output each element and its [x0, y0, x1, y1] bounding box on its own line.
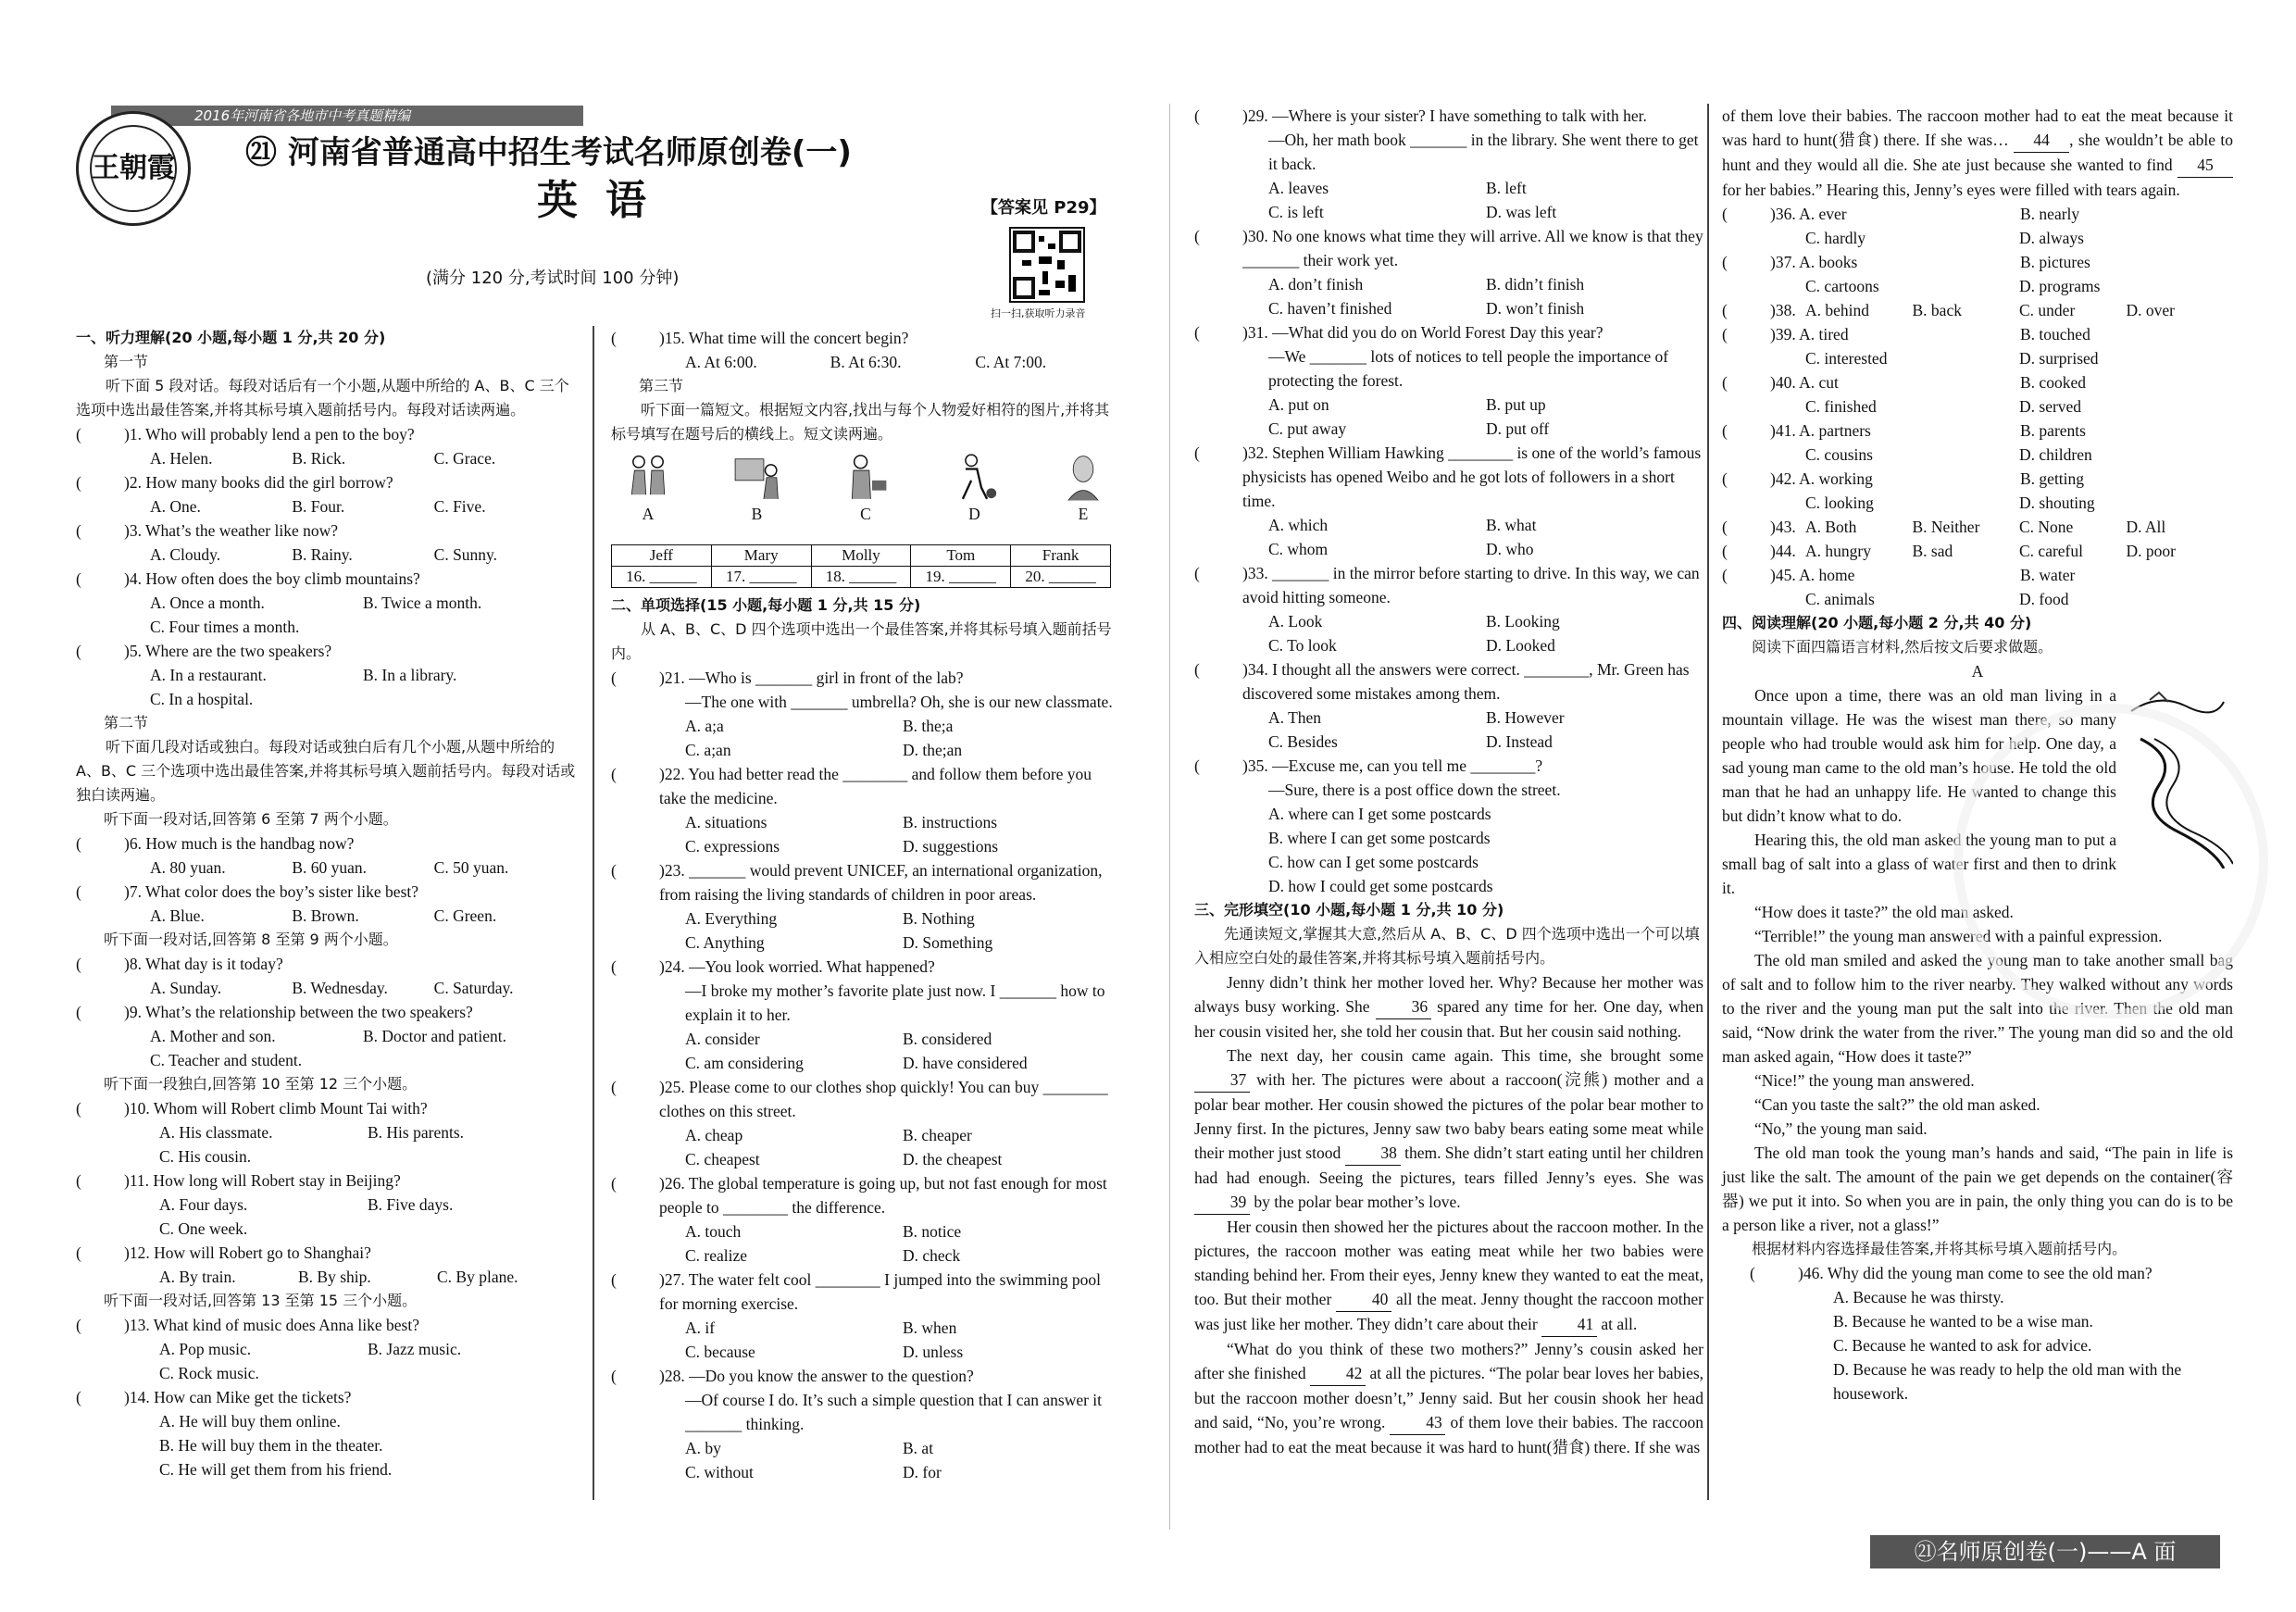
- question-23: ( )23. _______ would prevent UNICEF, an international organization, from raising the living standards of children in poor areas. A. Everything B. Nothing C. Anything D. Something: [611, 861, 1103, 952]
- section1-title: 第一节: [104, 353, 149, 370]
- blank-43[interactable]: 43: [1390, 1410, 1445, 1435]
- picture-b: B: [724, 452, 791, 526]
- question-44: ( )44. A. hungry B. sad C. careful D. poor: [1722, 542, 2176, 560]
- cloze-continued: of them love their babies. The raccoon mother had to eat the meat because it was hard to hunt(猎食) there. If she was… 44 , she wouldn’t be able to hunt and they would all die. She ate just because she wanted to find 45 for her babies.” Hearing this, Jenny’s eyes were filled with tears again.: [1722, 106, 2233, 199]
- question-21: ( )21. —Who is _______ girl in front of the lab? —The one with _______ umbrella? Oh, she is our new classmate. A. a;a B. the;a C. a;an D. the;an: [611, 669, 1113, 759]
- blank-40[interactable]: 40: [1336, 1287, 1391, 1312]
- question-13: ( )13. What kind of music does Anna like best? A. Pop music. B. Jazz music. C. Rock music.: [76, 1316, 462, 1382]
- question-45: ( )45. A. home B. water C. animals D. food: [1722, 566, 2076, 608]
- exam-title: [245, 134, 852, 171]
- blank-36[interactable]: 36: [1376, 994, 1431, 1019]
- question-38: ( )38. A. behind B. back C. under D. over: [1722, 301, 2175, 319]
- picture-d: D: [942, 452, 1008, 526]
- column-2: [611, 326, 1120, 1484]
- question-6: ( )6. How much is the handbag now? A. 80 yuan. B. 60 yuan. C. 50 yuan.: [76, 834, 509, 877]
- column-3: [1194, 104, 1703, 1459]
- question-29: ( )29. —Where is your sister? I have something to talk with her. —Oh, her math book _______ in the library. She went there to get it back. A. leaves B. left C. is left D. was left: [1194, 106, 1699, 221]
- picture-e: E: [1050, 452, 1117, 526]
- series-banner: 2016年河南省各地市中考真题精编: [111, 106, 583, 126]
- page-fold: [1169, 104, 1170, 1530]
- question-8: ( )8. What day is it today? A. Sunday. B. Wednesday. C. Saturday.: [76, 955, 514, 997]
- part3-heading: 三、完形填空(10 小题,每小题 1 分,共 10 分): [1194, 901, 1504, 918]
- question-25: ( )25. Please come to our clothes shop quickly! You can buy ________ clothes on this street. A. cheap B. cheaper C. cheapest D. the cheapest: [611, 1078, 1108, 1168]
- part4-heading: 四、阅读理解(20 小题,每小题 2 分,共 40 分): [1722, 614, 2032, 631]
- question-34: ( )34. I thought all the answers were correct. ________, Mr. Green has discovered some mistakes among them. A. Then B. However C. Besides D. Instead: [1194, 660, 1690, 751]
- part1-heading: 一、听力理解(20 小题,每小题 1 分,共 20 分): [76, 329, 386, 346]
- part2-intro: 从 A、B、C、D 四个选项中选出一个最佳答案,并将其标号填入题前括号内。: [611, 620, 1112, 662]
- question-15: ( )15. What time will the concert begin? A. At 6:00. B. At 6:30. C. At 7:00.: [611, 329, 1047, 371]
- name-table: Jeff Mary Molly Tom Frank 16. ______ 17. ______ 18. ______ 19. ______ 20. ______: [611, 544, 1111, 588]
- qr-code-icon[interactable]: [1009, 227, 1085, 303]
- section3-title: 第三节: [639, 377, 684, 394]
- blank-42[interactable]: 42: [1310, 1361, 1366, 1386]
- question-12: ( )12. How will Robert go to Shanghai? A. By train. B. By ship. C. By plane.: [76, 1243, 518, 1286]
- logo-text: 王朝霞: [90, 125, 177, 212]
- question-30: ( )30. No one knows what time they will arrive. All we know is that they _______ their work yet. A. don’t finish B. didn’t finish C. haven’t finished D. won’t finish: [1194, 227, 1703, 318]
- reading-instruction: 根据材料内容选择最佳答案,并将其标号填入题前括号内。: [1752, 1240, 2128, 1257]
- question-42: ( )42. A. working B. getting C. looking D. shouting: [1722, 469, 2095, 512]
- reading-passage-a: Once upon a time, there was an old man living in a mountain village. He was the wisest man there, so many people who had trouble would ask him for help. One day, a sad young man came to the old man’s house. He told the old man that he had an unhappy life. He wanted to change this but didn’t know what to do. Hearing this, the old man asked the young man to put a small bag of salt into a glass of water first and then to drink it. “How does it taste?” the old man asked. “Terrible!” the young man answered with a painful expression. The old man smiled and asked the young man to take another small bag of salt and to follow him to the river nearby. They walked without any words to the river and the young man put the salt into the river. Then the old man said, “Now drink the water from the river.” The young man did so and the old man asked again, “How does it taste?” “Nice!” the young man answered. “Can you taste the salt?” the old man asked. “No,” the young man said. The old man took the young man’s hands and said, “The pain in life is just like the salt. The amount of the pain we get depends on the container(容器) we put it into. So when you are in pain, the only thing you can do is to be a person like a river, not a glass!”: [1722, 683, 2233, 1237]
- question-32: ( )32. Stephen William Hawking ________ is one of the world’s famous physicists has opened Weibo and he got lots of followers in a short time. A. which B. what C. whom D. who: [1194, 444, 1702, 558]
- qr-caption: 扫一扫,获取听力录音: [991, 307, 1086, 319]
- section3-intro: 听下面一篇短文。根据短文内容,找出与每个人物爱好相符的图片,并将其标号填写在题号后的横线上。短文读两遍。: [611, 401, 1110, 443]
- passage-label: A: [1971, 662, 1984, 681]
- paper-number: ㉑: [245, 134, 277, 171]
- section1-intro: 听下面 5 段对话。每段对话后有一个小题,从题中所给的 A、B、C 三个选项中选出最佳答案,并将其标号填入题前括号内。每段对话读两遍。: [76, 377, 569, 419]
- question-41: ( )41. A. partners B. parents C. cousins D. children: [1722, 421, 2092, 464]
- watermark-seal: [1953, 704, 2268, 1018]
- question-26: ( )26. The global temperature is going up, but not fast enough for most people to ________ the difference. A. touch B. notice C. realize D. check: [611, 1174, 1107, 1265]
- section2-intro: 听下面几段对话或独白。每段对话或独白后有几个小题,从题中所给的 A、B、C 三个选项中选出最佳答案,并将其标号填入题前括号内。每段对话或独白读两遍。: [76, 738, 576, 804]
- question-35: ( )35. —Excuse me, can you tell me ________? —Sure, there is a post office down the street. A. where can I get some postcards B. where I can get some postcards C. how can I get some postcards D. how I could get some postcards: [1194, 756, 1561, 895]
- question-43: ( )43. A. Both B. Neither C. None D. All: [1722, 518, 2166, 536]
- brand-logo: [76, 111, 191, 226]
- question-46: ( )46. Why did the young man come to see the old man? A. Because he was thirsty. B. Because he wanted to be a wise man. C. Because he wanted to ask for advice. D. Because he was ready to help the old man with the housework.: [1750, 1264, 2182, 1403]
- title-text: 河南省普通高中招生考试名师原创卷(一): [287, 134, 852, 171]
- blank-39[interactable]: 39: [1194, 1190, 1250, 1215]
- question-37: ( )37. A. books B. pictures C. cartoons D. programs: [1722, 253, 2101, 295]
- column-divider: [593, 326, 594, 1500]
- hobby-pictures: [611, 446, 1120, 541]
- blank-41[interactable]: 41: [1541, 1312, 1597, 1337]
- cloze-passage: Jenny didn’t think her mother loved her. Why? Because her mother was always busy working. She 36 spared any time for her. One day, when her cousin visited her, she told her cousin that. But her cousin said nothing. The next day, her cousin came again. This time, she brought some 37 with her. The pictures were about a raccoon(浣熊) mother and a polar bear mother. Her cousin showed the pictures of the polar bear mother to Jenny first. In the pictures, Jenny saw two baby bears eating some meat while their mother just stood 38 them. She didn’t start eating until her children had had enough. Seeing the pictures, tears filled Jenny’s eyes. She was 39 by the polar bear mother’s love. Her cousin then showed her the pictures about the raccoon mother. In the pictures, the raccoon mother was eating meat while her two babies were standing behind her. From their eyes, Jenny knew they wanted to eat the meat, too. But their mother 40 all the meat. Jenny thought the raccoon mother was just like her mother. They didn’t care about their 41 at all. “What do you think of these two mothers?” Jenny’s cousin asked her after she finished 42 at all the pictures. “The polar bear loves her babies, but the raccoon mother doesn’t,” Jenny said. But her cousin shook her head and said, “No, you’re wrong. 43 of them love their babies. The raccoon mother had to eat the meat because it was hard to hunt(猎食) there. If she was: [1194, 973, 1704, 1456]
- question-22: ( )22. You had better read the ________ and follow them before you take the medicine. A. situations B. instructions C. expressions D. suggestions: [611, 765, 1092, 856]
- part3-intro: 先通读短文,掌握其大意,然后从 A、B、C、D 四个选项中选出一个可以填入相应空白处的最佳答案,并将其标号填入题前括号内。: [1194, 925, 1700, 967]
- score-note: (满分 120 分,考试时间 100 分钟): [426, 269, 680, 288]
- blank-44[interactable]: 44: [2014, 128, 2069, 153]
- blank-38[interactable]: 38: [1345, 1141, 1401, 1166]
- part2-heading: 二、单项选择(15 小题,每小题 1 分,共 15 分): [611, 596, 921, 614]
- question-11: ( )11. How long will Robert stay in Beijing? A. Four days. B. Five days. C. One week.: [76, 1171, 454, 1238]
- note-13-15: 听下面一段对话,回答第 13 至第 15 三个小题。: [104, 1292, 418, 1309]
- question-39: ( )39. A. tired B. touched C. interested D. surprised: [1722, 325, 2099, 368]
- column-divider: [1707, 104, 1709, 1500]
- question-33: ( )33. _______ in the mirror before starting to drive. In this way, we can avoid hitting someone. A. Look B. Looking C. To look D. Looked: [1194, 564, 1700, 655]
- part4-intro: 阅读下面四篇语言材料,然后按文后要求做题。: [1752, 638, 2053, 656]
- question-3: ( )3. What’s the weather like now? A. Cloudy. B. Rainy. C. Sunny.: [76, 521, 498, 564]
- question-7: ( )7. What color does the boy’s sister like best? A. Blue. B. Brown. C. Green.: [76, 882, 497, 925]
- blank-45[interactable]: 45: [2177, 153, 2233, 178]
- question-2: ( )2. How many books did the girl borrow? A. One. B. Four. C. Five.: [76, 473, 486, 516]
- question-5: ( )5. Where are the two speakers? A. In a restaurant. B. In a library. C. In a hospital.: [76, 642, 457, 708]
- note-8-9: 听下面一段对话,回答第 8 至第 9 两个小题。: [104, 931, 398, 948]
- page-footer: ㉑名师原创卷(一)——A 面: [1870, 1535, 2220, 1568]
- answer-reference: 【答案见 P29】: [981, 198, 1106, 218]
- question-36: ( )36. A. ever B. nearly C. hardly D. always: [1722, 205, 2084, 247]
- picture-a: A: [615, 452, 681, 526]
- question-4: ( )4. How often does the boy climb mountains? A. Once a month. B. Twice a month. C. Four times a month.: [76, 569, 482, 636]
- question-24: ( )24. —You look worried. What happened? —I broke my mother’s favorite plate just now. I _______ how to explain it to her. A. consider B. considered C. am considering D. have considered: [611, 957, 1105, 1072]
- note-10-12: 听下面一段独白,回答第 10 至第 12 三个小题。: [104, 1075, 418, 1093]
- question-31: ( )31. —What did you do on World Forest Day this year? —We _______ lots of notices to tell people the importance of protecting the forest. A. put on B. put up C. put away D. put off: [1194, 323, 1669, 438]
- subject-title: 英语: [537, 177, 674, 224]
- question-40: ( )40. A. cut B. cooked C. finished D. served: [1722, 373, 2086, 416]
- note-6-7: 听下面一段对话,回答第 6 至第 7 两个小题。: [104, 810, 398, 828]
- question-1: ( )1. Who will probably lend a pen to the boy? A. Helen. B. Rick. C. Grace.: [76, 425, 496, 468]
- column-1: [76, 326, 576, 1481]
- question-14: ( )14. How can Mike get the tickets? A. He will buy them online. B. He will buy them in the theater. C. He will get them from his friend.: [76, 1388, 393, 1479]
- section2-title: 第二节: [104, 714, 149, 731]
- question-10: ( )10. Whom will Robert climb Mount Tai with? A. His classmate. B. His parents. C. His cousin.: [76, 1099, 465, 1166]
- blank-37[interactable]: 37: [1194, 1068, 1250, 1093]
- question-9: ( )9. What’s the relationship between the two speakers? A. Mother and son. B. Doctor and patient. C. Teacher and student.: [76, 1003, 507, 1069]
- question-27: ( )27. The water felt cool ________ I jumped into the swimming pool for morning exercise. A. if B. when C. because D. unless: [611, 1270, 1101, 1361]
- question-28: ( )28. —Do you know the answer to the question? —Of course I do. It’s such a simple question that I can answer it _______ thinking. A. by B. at C. without D. for: [611, 1367, 1103, 1481]
- picture-c: C: [832, 452, 899, 526]
